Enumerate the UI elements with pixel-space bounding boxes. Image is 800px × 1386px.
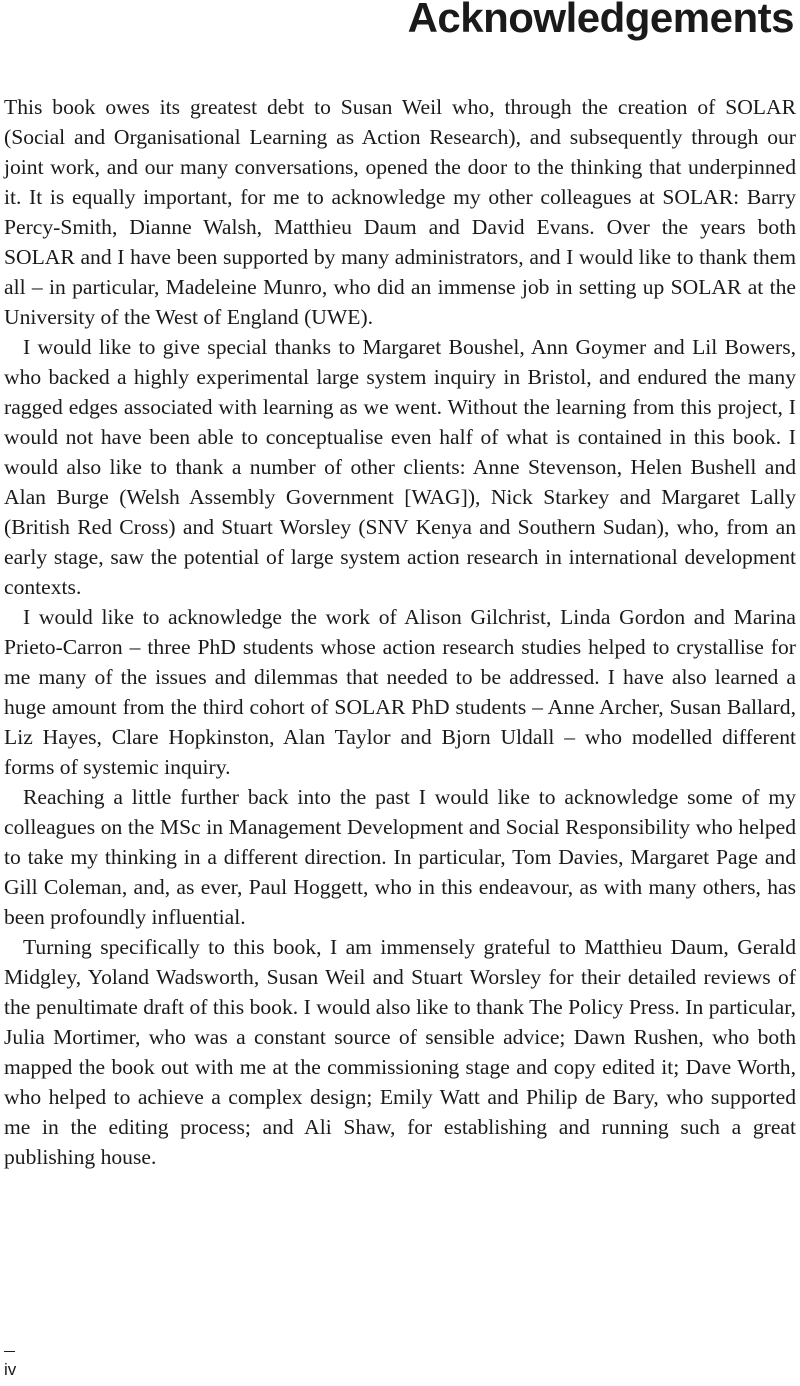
folio-rule bbox=[4, 1351, 15, 1352]
paragraph-3: I would like to acknowledge the work of Alison Gilchrist, Linda Gordon and Marina Prieto-Carron – three PhD students whose action research studies helped to crystallise for me many of the issues and dilemmas that needed to be addressed. I have also learned a huge amount from the third cohort of SOLAR PhD students – Anne Archer, Susan Ballard, Liz Hayes, Clare Hopkinston, Alan Taylor and Bjorn Uldall – who modelled different forms of systemic inquiry. bbox=[4, 605, 796, 779]
acknowledgements-body bbox=[4, 92, 796, 1172]
paragraph-5: Turning specifically to this book, I am immensely grateful to Matthieu Daum, Gerald Midgley, Yoland Wadsworth, Susan Weil and Stuart Worsley for their detailed reviews of the penultimate draft of this book. I would also like to thank The Policy Press. In particular, Julia Mortimer, who was a constant source of sensible advice; Dawn Rushen, who both mapped the book out with me at the commissioning stage and copy edited it; Dave Worth, who helped to achieve a complex design; Emily Watt and Philip de Bary, who supported me in the editing process; and Ali Shaw, for establishing and running such a great publishing house. bbox=[4, 935, 796, 1169]
page-title: Acknowledgements bbox=[407, 0, 794, 41]
page-number: iv bbox=[4, 1360, 17, 1379]
paragraph-1: This book owes its greatest debt to Susan Weil who, through the creation of SOLAR (Social and Organisational Learning as Action Research), and subsequently through our joint work, and our many conversations, opened the door to the thinking that underpinned it. It is equally important, for me to acknowledge my other colleagues at SOLAR: Barry Percy-Smith, Dianne Walsh, Matthieu Daum and David Evans. Over the years both SOLAR and I have been supported by many administrators, and I would like to thank them all – in particular, Madeleine Munro, who did an immense job in setting up SOLAR at the University of the West of England (UWE). bbox=[4, 95, 796, 329]
paragraph-4: Reaching a little further back into the past I would like to acknowledge some of my colleagues on the MSc in Management Development and Social Responsibility who helped to take my thinking in a different direction. In particular, Tom Davies, Margaret Page and Gill Coleman, and, as ever, Paul Hoggett, who in this endeavour, as with many others, has been profoundly influential. bbox=[4, 785, 796, 929]
paragraph-2: I would like to give special thanks to Margaret Boushel, Ann Goymer and Lil Bowers, who backed a highly experimental large system inquiry in Bristol, and endured the many ragged edges associated with learning as we went. Without the learning from this project, I would not have been able to conceptualise even half of what is contained in this book. I would also like to thank a number of other clients: Anne Stevenson, Helen Bushell and Alan Burge (Welsh Assembly Government [WAG]), Nick Starkey and Margaret Lally (British Red Cross) and Stuart Worsley (SNV Kenya and Southern Sudan), who, from an early stage, saw the potential of large system action research in international development contexts. bbox=[4, 335, 796, 599]
